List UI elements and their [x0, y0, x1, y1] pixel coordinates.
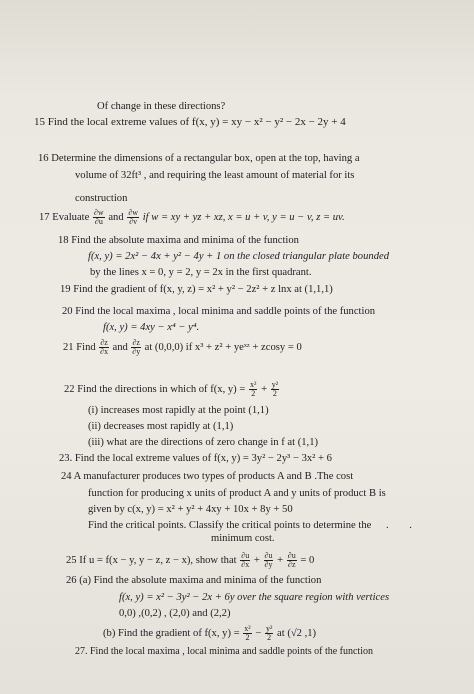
question-27: 27. Find the local maxima , local minima and saddle points of the function: [75, 646, 373, 657]
question-26-part-a-line2: f(x, y) = x² − 3y² − 2x + 6y over the square region with vertices: [119, 592, 390, 603]
question-24-line2: function for producing x units of product A and y units of product B is: [88, 488, 386, 499]
question-24-line1: 24 A manufacturer produces two types of products A and B .The cost: [61, 471, 354, 482]
question-24-line3: given by c(x, y) = x² + y² + 4xy + 10x + 8y + 50: [88, 504, 293, 515]
y-squared-over-2: $\frac{\text{y²}}{2}$: [271, 380, 279, 398]
question-24-line4: Find the critical points. Classify the critical points to determine the . .: [88, 520, 412, 531]
question-21: 21 Find $\frac{\partial z}{\partial x}$ and $\frac{\partial z}{\partial y}$ at (0,0,0) if x³ + z² + yeˣᶻ + zcosy = 0: [63, 338, 302, 356]
partial-w-u-fraction: $\frac{\partial w}{\partial u}$: [93, 208, 104, 226]
question-19: 19 Find the gradient of f(x, y, z) = x² + y² − 2z² + z lnx at (1,1,1): [60, 284, 333, 295]
question-16-line3: construction: [75, 193, 128, 204]
question-16-line2: volume of 32ft³ , and requiring the least amount of material for its: [75, 170, 355, 181]
question-17: 17 Evaluate $\frac{\partial w}{\partial u}$ and $\frac{\partial w}{\partial v}$ if w = xy + yz + xz, x = u + v, y = u − v, z = uv.: [39, 208, 345, 226]
question-22-part-i: (i) increases most rapidly at the point (1,1): [88, 405, 269, 416]
partial-u-z-fraction: $\frac{\partial u}{\partial z}$: [287, 551, 296, 569]
question-24-line5: minimum cost.: [211, 533, 275, 544]
y-squared-over-2-b: $\frac{\text{y²}}{2}$: [265, 624, 273, 642]
question-22-part-iii: (iii) what are the directions of zero change in f at (1,1): [88, 437, 319, 448]
question-22: 22 Find the directions in which of f(x, y) = $\frac{\text{x²}}{2}$ + $\frac{\text{y²}}{2}$: [64, 380, 279, 398]
question-17-lead: 17 Evaluate: [39, 211, 90, 223]
partial-u-x-fraction: $\frac{\partial u}{\partial x}$: [241, 551, 250, 569]
question-26-part-a-line3: 0,0) ,(0,2) , (2,0) and (2,2): [119, 608, 231, 619]
partial-z-y-fraction: $\frac{\partial z}{\partial y}$: [132, 338, 141, 356]
question-26-part-b: (b) Find the gradient of f(x, y) = $\frac{\text{x²}}{2}$ − $\frac{\text{y²}}{2}$ at (√2 ,1): [103, 624, 317, 642]
partial-u-y-fraction: $\frac{\partial u}{\partial y}$: [264, 551, 273, 569]
question-25: 25 If u = f(x − y, y − z, z − x), show that $\frac{\partial u}{\partial x}$ + $\frac{\partial u}{\partial y}$ + $\frac{\partial u}{\partial z}$ = 0: [66, 551, 315, 569]
question-23: 23. Find the local extreme values of f(x, y) = 3y² − 2y³ − 3x² + 6: [59, 453, 332, 464]
question-16-line1: 16 Determine the dimensions of a rectangular box, open at the top, having a: [38, 153, 360, 164]
question-18-line3: by the lines x = 0, y = 2, y = 2x in the first quadrant.: [90, 267, 312, 278]
partial-z-x-fraction: $\frac{\partial z}{\partial x}$: [100, 338, 109, 356]
question-18-line1: 18 Find the absolute maxima and minima of the function: [58, 235, 299, 246]
question-22-part-ii: (ii) decreases most rapidly at (1,1): [88, 421, 234, 432]
question-26-part-a-line1: 26 (a) Find the absolute maxima and minima of the function: [66, 575, 322, 586]
partial-w-v-fraction: $\frac{\partial w}{\partial v}$: [128, 208, 139, 226]
line-prev-question-tail: Of change in these directions?: [97, 101, 226, 112]
question-20-line2: f(x, y) = 4xy − x⁴ − y⁴.: [103, 322, 200, 333]
x-squared-over-2-b: $\frac{\text{x²}}{2}$: [244, 624, 251, 642]
question-20-line1: 20 Find the local maxima , local minima and saddle points of the function: [62, 306, 376, 317]
question-15: 15 Find the local extreme values of f(x, y) = xy − x² − y² − 2x − 2y + 4: [34, 116, 346, 128]
question-18-line2: f(x, y) = 2x² − 4x + y² − 4y + 1 on the closed triangular plate bounded: [88, 251, 389, 262]
x-squared-over-2: $\frac{\text{x²}}{2}$: [250, 380, 257, 398]
